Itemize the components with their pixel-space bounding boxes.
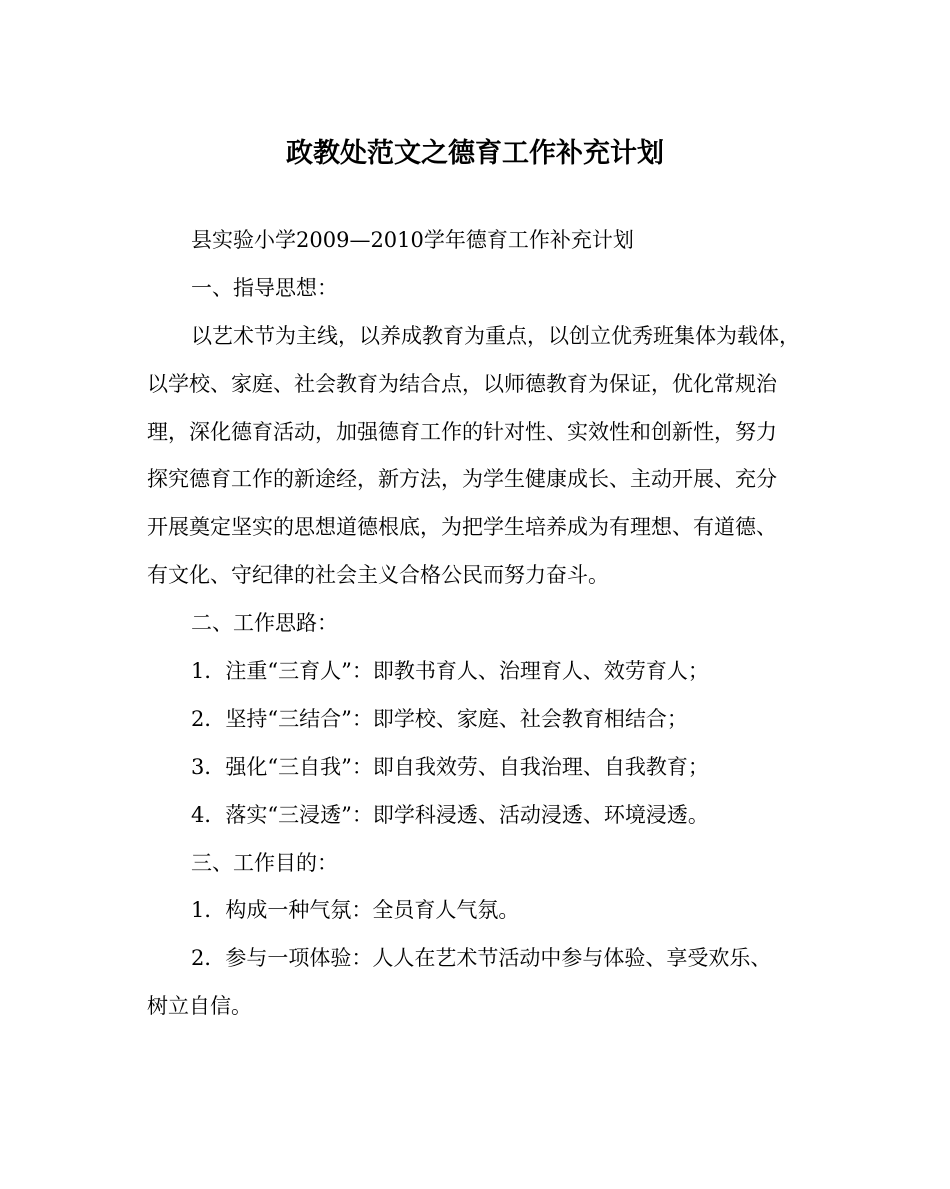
paragraph-line: 有文化、守纪律的社会主义合格公民而努力奋斗。: [147, 563, 609, 588]
document-body: [147, 217, 807, 1031]
document-title: 政教处范文之德育工作补充计划: [286, 138, 664, 169]
list-item-continuation: 树立自信。: [147, 994, 252, 1019]
section-heading-work-goals: 三、工作目的：: [191, 850, 338, 875]
list-item: 2．参与一项体验：人人在艺术节活动中参与体验、享受欢乐、: [191, 946, 772, 971]
paragraph-line: 探究德育工作的新途经，新方法，为学生健康成长、主动开展、充分: [147, 467, 777, 492]
list-item: 1．注重“三育人”：即教书育人、治理育人、效劳育人；: [191, 659, 709, 684]
section-heading-guiding-ideology: 一、指导思想：: [191, 275, 338, 300]
paragraph-line: 开展奠定坚实的思想道德根底，为把学生培养成为有理想、有道德、: [147, 515, 777, 540]
list-item: 1．构成一种气氛：全员育人气氛。: [191, 898, 520, 923]
list-item: 4．落实“三浸透”：即学科浸透、活动浸透、环境浸透。: [191, 802, 709, 827]
paragraph-line: 理，深化德育活动，加强德育工作的针对性、实效性和创新性，努力: [147, 419, 777, 444]
list-item: 2．坚持“三结合”：即学校、家庭、社会教育相结合；: [191, 706, 688, 731]
list-item: 3．强化“三自我”：即自我效劳、自我治理、自我教育；: [191, 754, 709, 779]
subtitle-line: 县实验小学2009—2010学年德育工作补充计划: [191, 228, 634, 252]
paragraph-line: 以艺术节为主线，以养成教育为重点，以创立优秀班集体为载体，: [191, 323, 800, 348]
section-heading-work-approach: 二、工作思路：: [191, 611, 338, 636]
paragraph-line: 以学校、家庭、社会教育为结合点，以师德教育为保证，优化常规治: [147, 371, 777, 396]
